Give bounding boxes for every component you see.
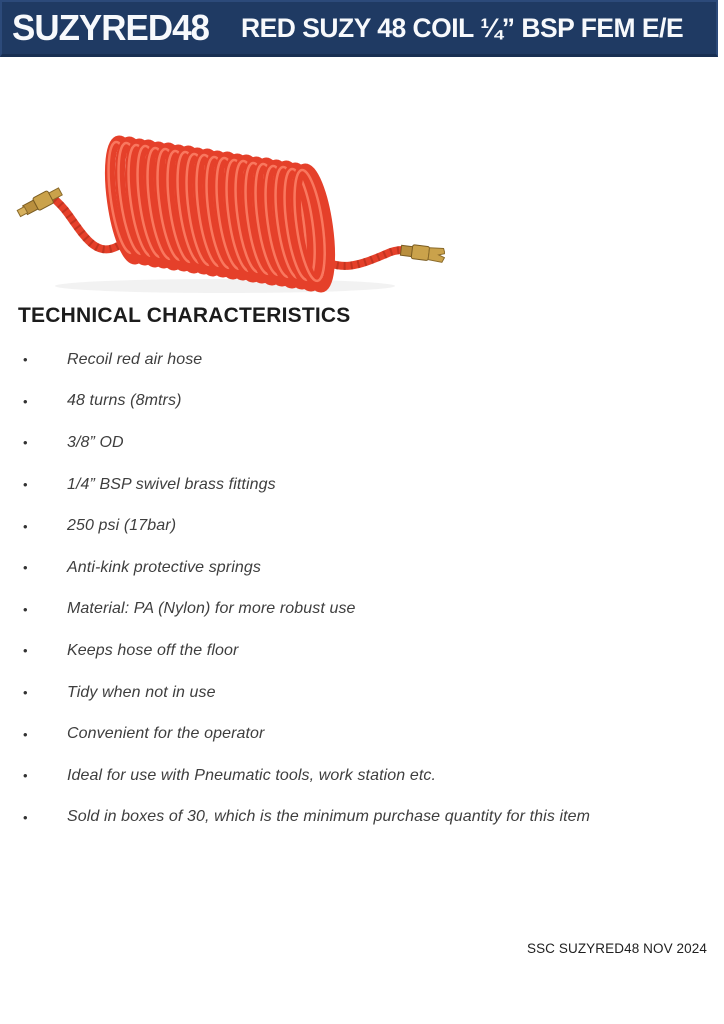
product-code: SUZYRED48 bbox=[12, 7, 209, 48]
list-item bbox=[18, 589, 706, 631]
list-item bbox=[18, 630, 706, 672]
list-item bbox=[18, 464, 706, 506]
list-item bbox=[18, 422, 706, 464]
bullet-marker: • bbox=[23, 601, 28, 617]
bullet-marker: • bbox=[23, 560, 28, 576]
bullet-text: 48 turns (8mtrs) bbox=[67, 392, 182, 410]
bullet-text: Recoil red air hose bbox=[67, 350, 203, 368]
bullet-text: Tidy when not in use bbox=[67, 683, 216, 701]
bullet-marker: • bbox=[23, 352, 28, 368]
list-item bbox=[18, 713, 706, 755]
bullet-marker: • bbox=[23, 809, 28, 825]
list-item bbox=[18, 381, 706, 423]
right-fitting-icon bbox=[400, 243, 445, 262]
list-item bbox=[18, 505, 706, 547]
bullet-text: Anti-kink protective springs bbox=[67, 558, 261, 576]
document-reference: SSC SUZYRED48 NOV 2024 bbox=[526, 941, 707, 956]
list-item bbox=[18, 797, 706, 839]
bullet-marker: • bbox=[23, 685, 28, 701]
list-item bbox=[18, 547, 706, 589]
product-image bbox=[10, 88, 445, 295]
bullet-marker: • bbox=[23, 518, 28, 534]
coil-body bbox=[103, 138, 336, 289]
header-bar bbox=[0, 0, 718, 57]
bullet-text: 3/8” OD bbox=[67, 433, 124, 451]
list-item bbox=[18, 755, 706, 797]
bullet-text: Convenient for the operator bbox=[67, 725, 265, 743]
bullet-marker: • bbox=[23, 477, 28, 493]
list-item bbox=[18, 339, 706, 381]
section-heading: TECHNICAL CHARACTERISTICS bbox=[18, 304, 351, 327]
bullet-marker: • bbox=[23, 768, 28, 784]
bullet-marker: • bbox=[23, 435, 28, 451]
page-title: RED SUZY 48 COIL ¼” BSP FEM E/E bbox=[241, 12, 684, 43]
bullet-text: Material: PA (Nylon) for more robust use bbox=[67, 600, 356, 618]
characteristics-list bbox=[18, 339, 706, 838]
shadow bbox=[55, 279, 395, 293]
bullet-marker: • bbox=[23, 726, 28, 742]
bullet-text: Keeps hose off the floor bbox=[67, 641, 239, 659]
bullet-text: 1/4” BSP swivel brass fittings bbox=[67, 475, 276, 493]
bullet-marker: • bbox=[23, 393, 28, 409]
bullet-text: 250 psi (17bar) bbox=[67, 517, 177, 535]
hose-coil-illustration bbox=[10, 88, 445, 295]
bullet-text: Sold in boxes of 30, which is the minimum purchase quantity for this item bbox=[67, 808, 591, 826]
bullet-text: Ideal for use with Pneumatic tools, work station etc. bbox=[67, 766, 437, 784]
bullet-marker: • bbox=[23, 643, 28, 659]
list-item bbox=[18, 672, 706, 714]
technical-section bbox=[18, 303, 706, 838]
